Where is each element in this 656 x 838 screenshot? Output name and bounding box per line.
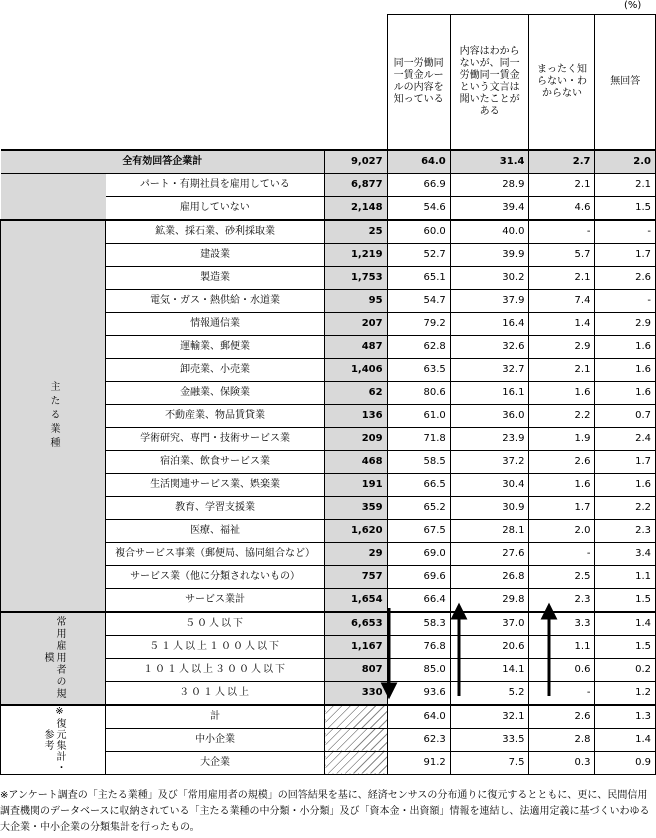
value-cell: - (529, 681, 595, 705)
value-cell: 60.0 (387, 220, 450, 244)
value-cell: 1.3 (595, 705, 656, 729)
value-cell: 29.8 (450, 588, 529, 612)
row-label: 製造業 (106, 266, 325, 289)
value-cell: 1.5 (595, 588, 656, 612)
count-cell: 487 (325, 335, 387, 358)
value-cell: 37.9 (450, 289, 529, 312)
row-label: 教育、学習支援業 (106, 496, 325, 519)
value-cell: 32.6 (450, 335, 529, 358)
value-cell: 62.3 (387, 728, 450, 751)
value-cell: 1.2 (595, 681, 656, 705)
value-cell: 1.1 (595, 565, 656, 588)
count-cell: 209 (325, 427, 387, 450)
value-cell: 65.1 (387, 266, 450, 289)
row-label: 中小企業 (106, 728, 325, 751)
value-cell: 30.9 (450, 496, 529, 519)
value-cell: 0.7 (595, 404, 656, 427)
value-cell: 7.4 (529, 289, 595, 312)
value-cell: 54.7 (387, 289, 450, 312)
value-cell: 66.9 (387, 173, 450, 196)
row-label: ３０１人以上 (106, 681, 325, 705)
value-cell: 66.5 (387, 473, 450, 496)
value-cell: 27.6 (450, 542, 529, 565)
row-label: 生活関連サービス業、娯楽業 (106, 473, 325, 496)
value-cell: 4.6 (529, 196, 595, 220)
value-cell: 1.6 (595, 358, 656, 381)
count-cell: 25 (325, 220, 387, 244)
col-header-3: まったく知らない・わからない (529, 15, 595, 150)
value-cell: 32.1 (450, 705, 529, 729)
footnote: ※アンケート調査の「主たる業種」及び「常用雇用者の規模」の回答結果を基に、経済センサスの分布通りに復元するとともに、更に、民間信用調査機関のデータベースに収納されている「主たる業種の中分類・小分類」及び「資本金・出資額」情報を連結し、法適用定義に基づくいわゆる大企業・中小企業の分類集計を行ったもの。 (0, 790, 650, 833)
row-label: 卸売業、小売業 (106, 358, 325, 381)
value-cell: 2.1 (529, 266, 595, 289)
value-cell: 64.0 (387, 150, 450, 174)
value-cell: 31.4 (450, 150, 529, 174)
count-cell: 359 (325, 496, 387, 519)
unit-label: (%) (624, 0, 642, 11)
value-cell: 5.2 (450, 681, 529, 705)
value-cell: 20.6 (450, 635, 529, 658)
row-label: １０１人以上３００人以下 (106, 658, 325, 681)
value-cell: - (529, 542, 595, 565)
value-cell: 1.6 (595, 473, 656, 496)
value-cell: 65.2 (387, 496, 450, 519)
count-cell: 6,653 (325, 612, 387, 636)
value-cell: 62.8 (387, 335, 450, 358)
value-cell: 2.9 (529, 335, 595, 358)
value-cell: 39.9 (450, 243, 529, 266)
value-cell: 0.3 (529, 751, 595, 774)
row-label: 大企業 (106, 751, 325, 774)
row-label: パート・有期社員を雇用している (106, 173, 325, 196)
count-cell: 136 (325, 404, 387, 427)
row-label: 金融業、保険業 (106, 381, 325, 404)
value-cell: 16.1 (450, 381, 529, 404)
count-cell: 1,654 (325, 588, 387, 612)
value-cell: 2.2 (529, 404, 595, 427)
value-cell: 1.7 (595, 243, 656, 266)
count-cell: 6,877 (325, 173, 387, 196)
value-cell: 28.1 (450, 519, 529, 542)
row-label: 鉱業、採石業、砂利採取業 (106, 220, 325, 244)
row-label: ５０人以下 (106, 612, 325, 636)
value-cell: 1.4 (595, 728, 656, 751)
row-label: 学術研究、専門・技術サービス業 (106, 427, 325, 450)
value-cell: 61.0 (387, 404, 450, 427)
value-cell: 37.2 (450, 450, 529, 473)
value-cell: 2.6 (529, 450, 595, 473)
row-label: 雇用していない (106, 196, 325, 220)
value-cell: 23.9 (450, 427, 529, 450)
count-cell: 757 (325, 565, 387, 588)
value-cell: 52.7 (387, 243, 450, 266)
value-cell: 69.0 (387, 542, 450, 565)
row-label: 運輸業、郵便業 (106, 335, 325, 358)
value-cell: 1.7 (529, 496, 595, 519)
col-header-4: 無回答 (595, 15, 656, 150)
row-label: 不動産業、物品賃貸業 (106, 404, 325, 427)
count-cell: 62 (325, 381, 387, 404)
value-cell: 0.9 (595, 751, 656, 774)
row-label: ５１人以上１００人以下 (106, 635, 325, 658)
value-cell: 16.4 (450, 312, 529, 335)
down-arrow-head (383, 684, 395, 696)
value-cell: 1.6 (529, 381, 595, 404)
value-cell: 28.9 (450, 173, 529, 196)
count-cell: 2,148 (325, 196, 387, 220)
value-cell: 1.9 (529, 427, 595, 450)
group-label-size: 常用雇用者の規模 (1, 612, 106, 705)
value-cell: 39.4 (450, 196, 529, 220)
count-cell: 807 (325, 658, 387, 681)
value-cell: 2.3 (529, 588, 595, 612)
count-cell: 1,406 (325, 358, 387, 381)
value-cell: 93.6 (387, 681, 450, 705)
value-cell: 1.6 (529, 473, 595, 496)
value-cell: 67.5 (387, 519, 450, 542)
value-cell: 2.1 (595, 173, 656, 196)
value-cell: 85.0 (387, 658, 450, 681)
value-cell: 2.3 (595, 519, 656, 542)
count-cell: 1,620 (325, 519, 387, 542)
value-cell: 79.2 (387, 312, 450, 335)
group-label-industry: 主たる業種 (1, 220, 106, 612)
count-cell: 191 (325, 473, 387, 496)
value-cell: 2.1 (529, 173, 595, 196)
value-cell: - (529, 220, 595, 244)
value-cell: 71.8 (387, 427, 450, 450)
row-label: 医療、福祉 (106, 519, 325, 542)
value-cell: 40.0 (450, 220, 529, 244)
value-cell: 30.4 (450, 473, 529, 496)
value-cell: 26.8 (450, 565, 529, 588)
value-cell: 7.5 (450, 751, 529, 774)
value-cell: 1.5 (595, 196, 656, 220)
value-cell: 2.6 (529, 705, 595, 729)
value-cell: 2.6 (595, 266, 656, 289)
group-label-restore: ※復元集計・参考 (1, 705, 106, 775)
row-label: 情報通信業 (106, 312, 325, 335)
value-cell: 37.0 (450, 612, 529, 636)
value-cell: 64.0 (387, 705, 450, 729)
count-cell: 1,167 (325, 635, 387, 658)
value-cell: 0.2 (595, 658, 656, 681)
value-cell: 63.5 (387, 358, 450, 381)
value-cell: 58.5 (387, 450, 450, 473)
value-cell: 2.0 (595, 150, 656, 174)
row-label: 計 (106, 705, 325, 729)
value-cell: 2.5 (529, 565, 595, 588)
value-cell: 36.0 (450, 404, 529, 427)
up-arrow-head-2 (543, 606, 555, 618)
value-cell: 1.4 (529, 312, 595, 335)
value-cell: 3.4 (595, 542, 656, 565)
value-cell: 32.7 (450, 358, 529, 381)
value-cell: 91.2 (387, 751, 450, 774)
value-cell: 2.9 (595, 312, 656, 335)
count-cell: 29 (325, 542, 387, 565)
count-cell: 95 (325, 289, 387, 312)
value-cell: 1.1 (529, 635, 595, 658)
row-label: 宿泊業、飲食サービス業 (106, 450, 325, 473)
count-cell: 468 (325, 450, 387, 473)
count-cell: 207 (325, 312, 387, 335)
value-cell: 3.3 (529, 612, 595, 636)
value-cell: 1.6 (595, 381, 656, 404)
value-cell: 54.6 (387, 196, 450, 220)
value-cell: 69.6 (387, 565, 450, 588)
col-header-1: 同一労働同一賃金ルールの内容を知っている (387, 15, 450, 150)
row-label: 建設業 (106, 243, 325, 266)
up-arrow-head-1 (453, 606, 465, 618)
col-header-2: 内容はわからないが、同一労働同一賃金という文言は聞いたことがある (450, 15, 529, 150)
value-cell: 76.8 (387, 635, 450, 658)
row-label: サービス業計 (106, 588, 325, 612)
value-cell: 2.1 (529, 358, 595, 381)
row-label: サービス業（他に分類されないもの） (106, 565, 325, 588)
value-cell: 2.0 (529, 519, 595, 542)
value-cell: 1.6 (595, 335, 656, 358)
value-cell: - (595, 289, 656, 312)
value-cell: 58.3 (387, 612, 450, 636)
value-cell: 5.7 (529, 243, 595, 266)
value-cell: 1.7 (595, 450, 656, 473)
row-label: 電気・ガス・熱供給・水道業 (106, 289, 325, 312)
count-cell: 9,027 (325, 150, 387, 174)
value-cell: 66.4 (387, 588, 450, 612)
count-cell: 330 (325, 681, 387, 705)
value-cell: 2.7 (529, 150, 595, 174)
value-cell: 14.1 (450, 658, 529, 681)
count-cell: 1,753 (325, 266, 387, 289)
value-cell: 1.4 (595, 612, 656, 636)
value-cell: 1.5 (595, 635, 656, 658)
value-cell: 0.6 (529, 658, 595, 681)
value-cell: - (595, 220, 656, 244)
row-label: 複合サービス事業（郵便局、協同組合など） (106, 542, 325, 565)
value-cell: 30.2 (450, 266, 529, 289)
value-cell: 33.5 (450, 728, 529, 751)
value-cell: 80.6 (387, 381, 450, 404)
value-cell: 2.4 (595, 427, 656, 450)
row-label: 全有効回答企業計 (1, 150, 325, 174)
value-cell: 2.2 (595, 496, 656, 519)
count-cell: 1,219 (325, 243, 387, 266)
value-cell: 2.8 (529, 728, 595, 751)
